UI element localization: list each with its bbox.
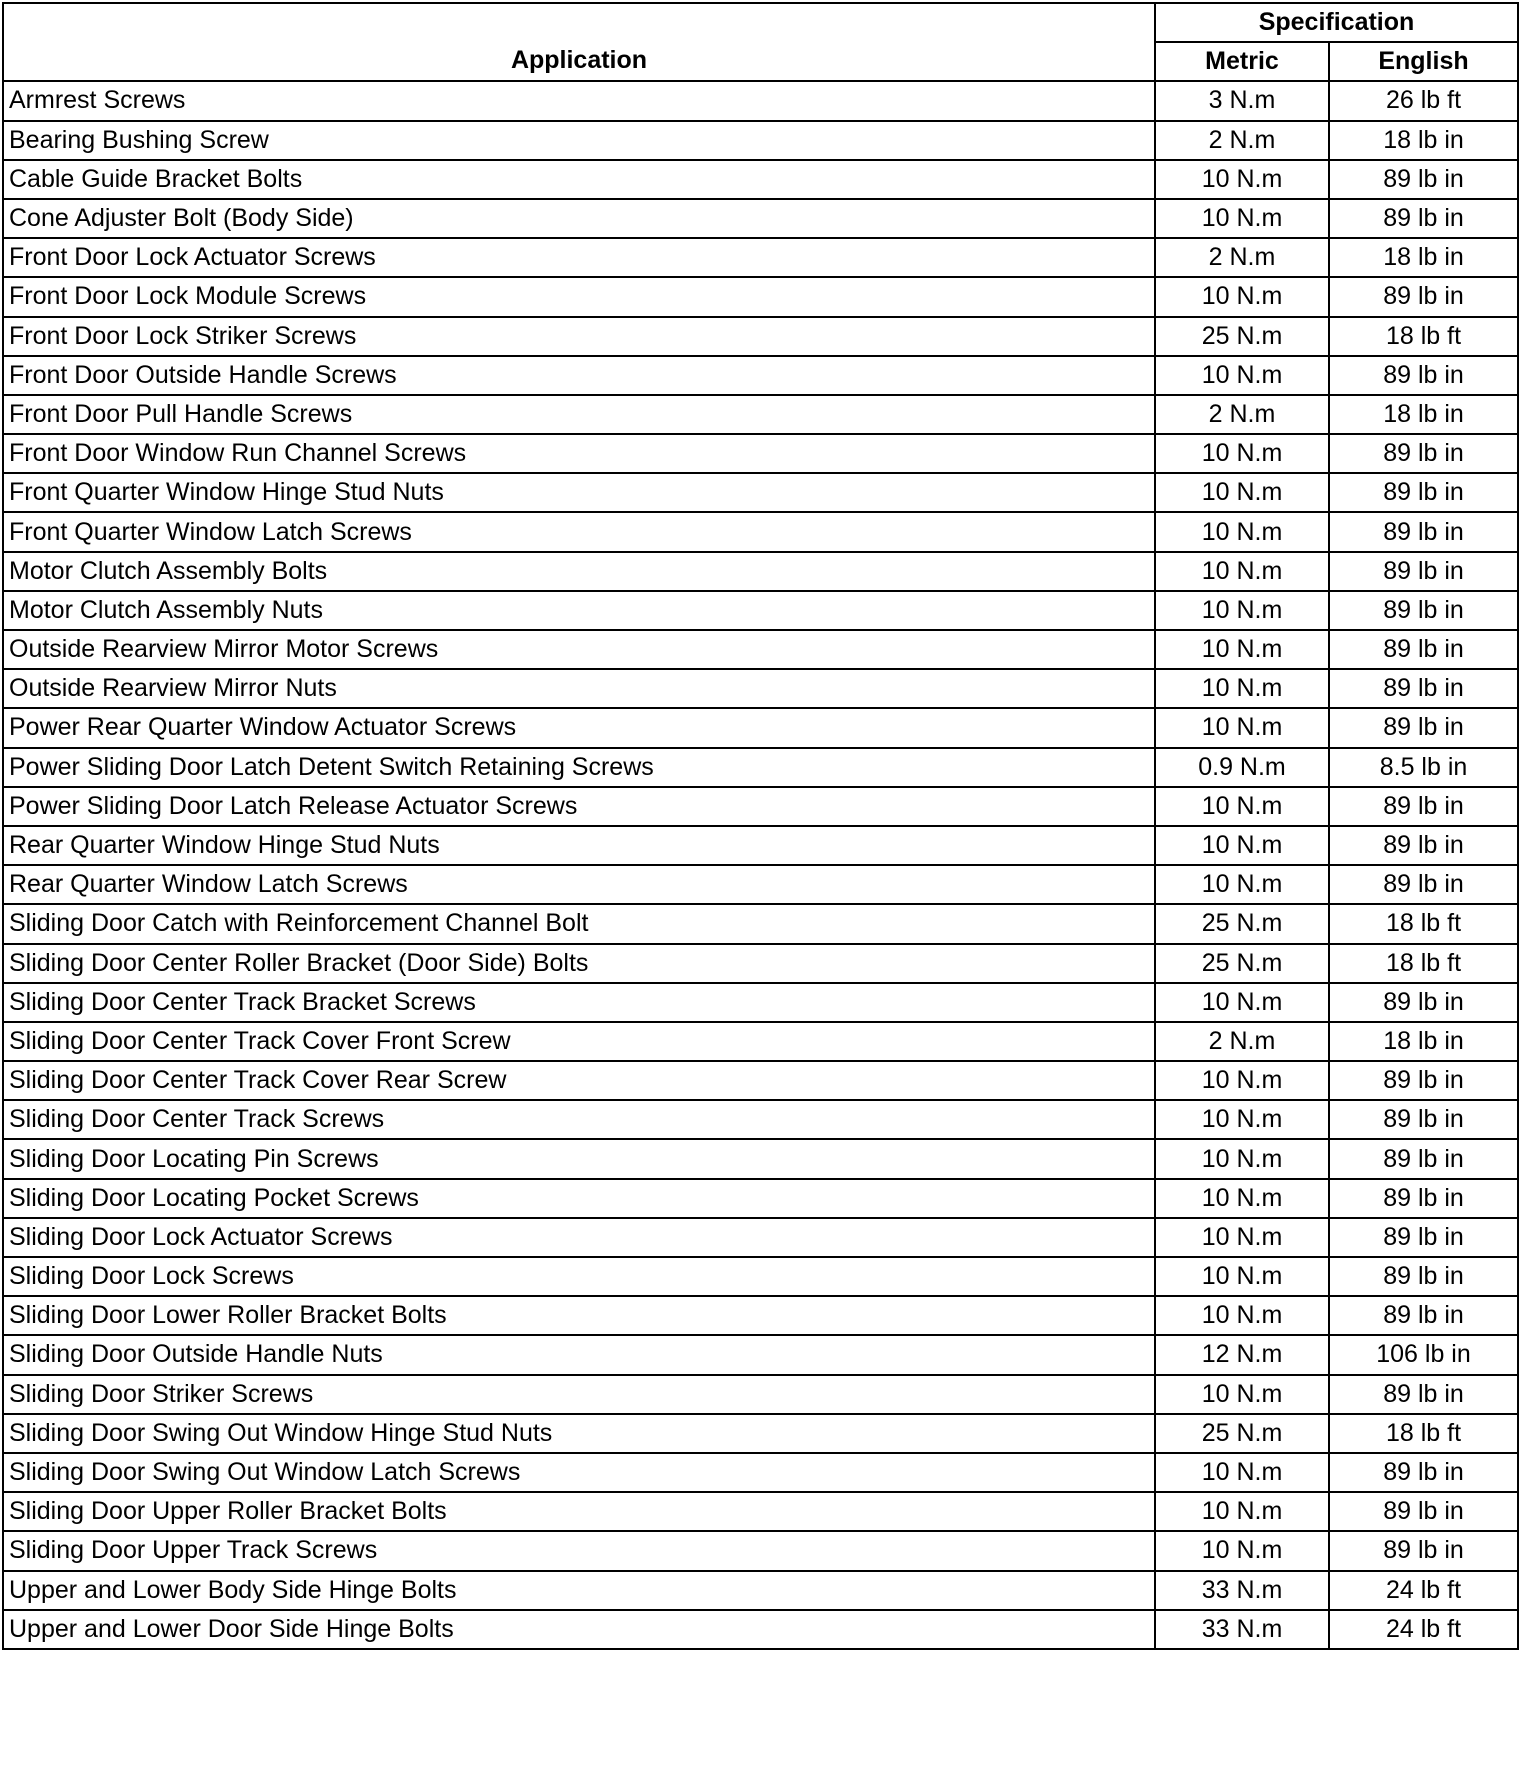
english-cell: 89 lb in (1329, 1492, 1518, 1531)
application-cell: Sliding Door Upper Track Screws (3, 1531, 1155, 1570)
english-cell: 89 lb in (1329, 1531, 1518, 1570)
application-cell: Motor Clutch Assembly Bolts (3, 552, 1155, 591)
english-cell: 8.5 lb in (1329, 748, 1518, 787)
metric-cell: 10 N.m (1155, 473, 1329, 512)
application-cell: Sliding Door Lock Screws (3, 1257, 1155, 1296)
application-cell: Rear Quarter Window Hinge Stud Nuts (3, 826, 1155, 865)
table-row (3, 1061, 1518, 1100)
metric-cell: 2 N.m (1155, 238, 1329, 277)
application-cell: Sliding Door Outside Handle Nuts (3, 1335, 1155, 1374)
application-cell: Front Door Pull Handle Screws (3, 395, 1155, 434)
english-cell: 89 lb in (1329, 865, 1518, 904)
table-row (3, 944, 1518, 983)
english-cell: 26 lb ft (1329, 81, 1518, 120)
metric-cell: 10 N.m (1155, 1296, 1329, 1335)
metric-cell: 10 N.m (1155, 1100, 1329, 1139)
header-row-top (3, 3, 1518, 42)
table-row (3, 160, 1518, 199)
table-row (3, 512, 1518, 551)
metric-cell: 10 N.m (1155, 512, 1329, 551)
metric-cell: 10 N.m (1155, 552, 1329, 591)
table-row (3, 1100, 1518, 1139)
english-cell: 89 lb in (1329, 591, 1518, 630)
english-cell: 18 lb ft (1329, 904, 1518, 943)
application-cell: Sliding Door Lock Actuator Screws (3, 1218, 1155, 1257)
metric-cell: 25 N.m (1155, 1414, 1329, 1453)
english-cell: 18 lb in (1329, 121, 1518, 160)
table-row (3, 121, 1518, 160)
application-cell: Front Door Window Run Channel Screws (3, 434, 1155, 473)
table-row (3, 1531, 1518, 1570)
metric-cell: 10 N.m (1155, 591, 1329, 630)
specification-header: Specification (1155, 3, 1518, 42)
table-row (3, 199, 1518, 238)
application-cell: Bearing Bushing Screw (3, 121, 1155, 160)
metric-cell: 10 N.m (1155, 434, 1329, 473)
application-cell: Front Door Outside Handle Screws (3, 356, 1155, 395)
english-cell: 89 lb in (1329, 1296, 1518, 1335)
table-row (3, 1022, 1518, 1061)
table-row (3, 317, 1518, 356)
metric-cell: 25 N.m (1155, 317, 1329, 356)
english-cell: 24 lb ft (1329, 1571, 1518, 1610)
english-cell: 18 lb ft (1329, 1414, 1518, 1453)
english-cell: 106 lb in (1329, 1335, 1518, 1374)
english-cell: 89 lb in (1329, 1453, 1518, 1492)
table-row (3, 552, 1518, 591)
metric-cell: 10 N.m (1155, 826, 1329, 865)
metric-cell: 10 N.m (1155, 1218, 1329, 1257)
application-cell: Front Door Lock Module Screws (3, 277, 1155, 316)
english-cell: 89 lb in (1329, 552, 1518, 591)
table-row (3, 1296, 1518, 1335)
metric-cell: 10 N.m (1155, 1061, 1329, 1100)
application-cell: Sliding Door Lower Roller Bracket Bolts (3, 1296, 1155, 1335)
application-cell: Front Quarter Window Latch Screws (3, 512, 1155, 551)
application-cell: Sliding Door Center Track Cover Rear Screw (3, 1061, 1155, 1100)
english-cell: 89 lb in (1329, 983, 1518, 1022)
metric-cell: 33 N.m (1155, 1571, 1329, 1610)
english-cell: 89 lb in (1329, 1139, 1518, 1178)
metric-cell: 10 N.m (1155, 1257, 1329, 1296)
english-cell: 89 lb in (1329, 512, 1518, 551)
metric-cell: 10 N.m (1155, 669, 1329, 708)
english-cell: 89 lb in (1329, 1218, 1518, 1257)
english-cell: 24 lb ft (1329, 1610, 1518, 1649)
english-cell: 89 lb in (1329, 787, 1518, 826)
metric-cell: 10 N.m (1155, 1375, 1329, 1414)
english-cell: 89 lb in (1329, 356, 1518, 395)
application-cell: Front Door Lock Striker Screws (3, 317, 1155, 356)
application-cell: Power Sliding Door Latch Release Actuator Screws (3, 787, 1155, 826)
metric-cell: 10 N.m (1155, 865, 1329, 904)
metric-cell: 10 N.m (1155, 1139, 1329, 1178)
table-row (3, 865, 1518, 904)
table-body (3, 81, 1518, 1649)
torque-spec-table (2, 2, 1519, 1650)
english-header: English (1329, 42, 1518, 81)
metric-cell: 2 N.m (1155, 395, 1329, 434)
application-cell: Power Sliding Door Latch Detent Switch Retaining Screws (3, 748, 1155, 787)
metric-cell: 10 N.m (1155, 1492, 1329, 1531)
english-cell: 89 lb in (1329, 1061, 1518, 1100)
application-cell: Sliding Door Swing Out Window Latch Screws (3, 1453, 1155, 1492)
application-header: Application (3, 3, 1155, 81)
metric-cell: 10 N.m (1155, 199, 1329, 238)
table-row (3, 904, 1518, 943)
application-cell: Sliding Door Locating Pocket Screws (3, 1179, 1155, 1218)
application-cell: Motor Clutch Assembly Nuts (3, 591, 1155, 630)
table-row (3, 787, 1518, 826)
metric-cell: 12 N.m (1155, 1335, 1329, 1374)
english-cell: 18 lb in (1329, 238, 1518, 277)
metric-cell: 10 N.m (1155, 1179, 1329, 1218)
application-cell: Armrest Screws (3, 81, 1155, 120)
application-cell: Outside Rearview Mirror Nuts (3, 669, 1155, 708)
metric-cell: 10 N.m (1155, 277, 1329, 316)
application-cell: Upper and Lower Door Side Hinge Bolts (3, 1610, 1155, 1649)
application-cell: Front Quarter Window Hinge Stud Nuts (3, 473, 1155, 512)
table-row (3, 356, 1518, 395)
metric-cell: 10 N.m (1155, 356, 1329, 395)
table-row (3, 669, 1518, 708)
table-row (3, 1139, 1518, 1178)
metric-cell: 25 N.m (1155, 904, 1329, 943)
english-cell: 89 lb in (1329, 1257, 1518, 1296)
metric-cell: 10 N.m (1155, 708, 1329, 747)
table-row (3, 1571, 1518, 1610)
application-cell: Sliding Door Striker Screws (3, 1375, 1155, 1414)
metric-cell: 0.9 N.m (1155, 748, 1329, 787)
application-cell: Sliding Door Center Track Cover Front Screw (3, 1022, 1155, 1061)
table-row (3, 1218, 1518, 1257)
metric-cell: 10 N.m (1155, 787, 1329, 826)
application-cell: Upper and Lower Body Side Hinge Bolts (3, 1571, 1155, 1610)
english-cell: 89 lb in (1329, 160, 1518, 199)
metric-header: Metric (1155, 42, 1329, 81)
metric-cell: 33 N.m (1155, 1610, 1329, 1649)
application-cell: Rear Quarter Window Latch Screws (3, 865, 1155, 904)
application-cell: Sliding Door Upper Roller Bracket Bolts (3, 1492, 1155, 1531)
english-cell: 89 lb in (1329, 1179, 1518, 1218)
table-row (3, 1375, 1518, 1414)
english-cell: 89 lb in (1329, 826, 1518, 865)
table-row (3, 630, 1518, 669)
table-row (3, 1257, 1518, 1296)
table-row (3, 983, 1518, 1022)
english-cell: 18 lb ft (1329, 944, 1518, 983)
english-cell: 89 lb in (1329, 199, 1518, 238)
table-row (3, 1414, 1518, 1453)
table-row (3, 1610, 1518, 1649)
english-cell: 89 lb in (1329, 630, 1518, 669)
table-row (3, 395, 1518, 434)
application-cell: Sliding Door Center Roller Bracket (Door Side) Bolts (3, 944, 1155, 983)
application-cell: Sliding Door Center Track Bracket Screws (3, 983, 1155, 1022)
application-cell: Sliding Door Swing Out Window Hinge Stud Nuts (3, 1414, 1155, 1453)
application-cell: Sliding Door Catch with Reinforcement Channel Bolt (3, 904, 1155, 943)
english-cell: 89 lb in (1329, 669, 1518, 708)
metric-cell: 2 N.m (1155, 1022, 1329, 1061)
table-row (3, 1179, 1518, 1218)
table-row (3, 748, 1518, 787)
metric-cell: 10 N.m (1155, 160, 1329, 199)
metric-cell: 3 N.m (1155, 81, 1329, 120)
application-cell: Power Rear Quarter Window Actuator Screws (3, 708, 1155, 747)
table-row (3, 1453, 1518, 1492)
english-cell: 89 lb in (1329, 1375, 1518, 1414)
application-cell: Front Door Lock Actuator Screws (3, 238, 1155, 277)
english-cell: 89 lb in (1329, 708, 1518, 747)
english-cell: 89 lb in (1329, 1100, 1518, 1139)
table-row (3, 708, 1518, 747)
english-cell: 89 lb in (1329, 473, 1518, 512)
metric-cell: 25 N.m (1155, 944, 1329, 983)
application-cell: Cone Adjuster Bolt (Body Side) (3, 199, 1155, 238)
application-cell: Sliding Door Locating Pin Screws (3, 1139, 1155, 1178)
metric-cell: 10 N.m (1155, 1453, 1329, 1492)
english-cell: 89 lb in (1329, 277, 1518, 316)
table-row (3, 826, 1518, 865)
application-cell: Cable Guide Bracket Bolts (3, 160, 1155, 199)
application-cell: Sliding Door Center Track Screws (3, 1100, 1155, 1139)
english-cell: 89 lb in (1329, 434, 1518, 473)
table-row (3, 81, 1518, 120)
table-row (3, 1335, 1518, 1374)
table-row (3, 1492, 1518, 1531)
table-row (3, 238, 1518, 277)
table-row (3, 277, 1518, 316)
english-cell: 18 lb in (1329, 1022, 1518, 1061)
table-row (3, 434, 1518, 473)
table-row (3, 473, 1518, 512)
application-cell: Outside Rearview Mirror Motor Screws (3, 630, 1155, 669)
english-cell: 18 lb in (1329, 395, 1518, 434)
metric-cell: 10 N.m (1155, 983, 1329, 1022)
table-row (3, 591, 1518, 630)
metric-cell: 10 N.m (1155, 1531, 1329, 1570)
english-cell: 18 lb ft (1329, 317, 1518, 356)
metric-cell: 10 N.m (1155, 630, 1329, 669)
metric-cell: 2 N.m (1155, 121, 1329, 160)
